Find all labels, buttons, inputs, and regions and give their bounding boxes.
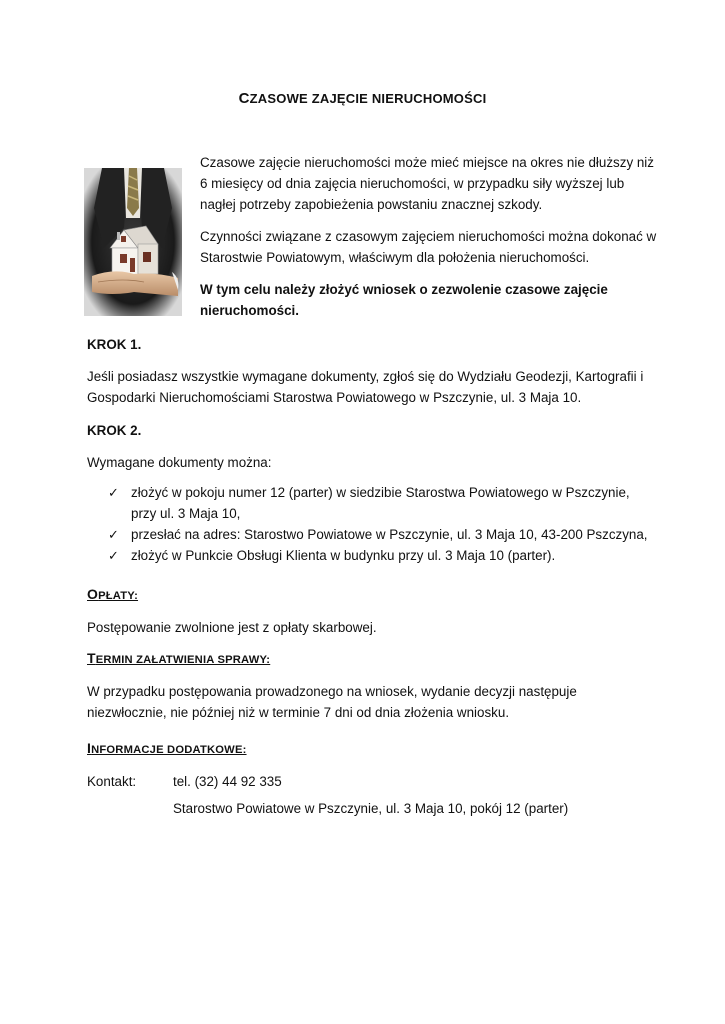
step1-heading: KROK 1. [87, 337, 142, 352]
contact-row [87, 771, 657, 792]
list-item: ✓ złożyć w pokoju numer 12 (parter) w siedzibie Starostwa Powiatowego w Pszczynie, przy ul. 3 Maja 10, [87, 482, 657, 524]
intro-section [200, 152, 660, 332]
step2-section [87, 420, 657, 566]
check-icon: ✓ [108, 548, 119, 563]
list-item: ✓ przesłać na adres: Starostwo Powiatowe w Pszczynie, ul. 3 Maja 10, 43-200 Pszczyna, [87, 524, 657, 545]
term-heading: TERMIN ZAŁATWIENIA SPRAWY: [87, 650, 271, 666]
info-section [87, 738, 657, 819]
term-section [87, 648, 657, 723]
house-in-hands-photo [84, 168, 182, 316]
list-item: ✓ złożyć w Punkcie Obsługi Klienta w budynku przy ul. 3 Maja 10 (parter). [87, 545, 657, 566]
contact-row [87, 798, 657, 819]
intro-emphasis: W tym celu należy złożyć wniosek o zezwolenie czasowe zajęcie nieruchomości. [200, 282, 608, 318]
page-title: CZASOWE ZAJĘCIE NIERUCHOMOŚCI [238, 90, 487, 107]
step2-intro: Wymagane dokumenty można: [87, 455, 272, 470]
intro-paragraph: Czasowe zajęcie nieruchomości może mieć miejsce na okres nie dłuższy niż 6 miesięcy od dnia zajęcia nieruchomości, w przypadku siły wyższej lub nagłej potrzeby zapobieżenia powstaniu znacznej szkody. [200, 155, 654, 212]
check-icon: ✓ [108, 485, 119, 500]
contact-address: Starostwo Powiatowe w Pszczynie, ul. 3 Maja 10, pokój 12 (parter) [173, 801, 569, 816]
contact-label: Kontakt: [87, 774, 137, 789]
check-icon: ✓ [108, 527, 119, 542]
info-heading: INFORMACJE DODATKOWE: [87, 740, 247, 756]
fees-heading: OPŁATY: [87, 586, 139, 602]
intro-paragraph: Czynności związane z czasowym zajęciem nieruchomości można dokonać w Starostwie Powiatowym, właściwym dla położenia nieruchomości. [200, 229, 657, 265]
contact-phone: tel. (32) 44 92 335 [173, 774, 282, 789]
documents-list [87, 482, 657, 566]
step2-heading: KROK 2. [87, 423, 142, 438]
fees-section [87, 584, 657, 638]
fees-text: Postępowanie zwolnione jest z opłaty skarbowej. [87, 620, 377, 635]
step1-text: Jeśli posiadasz wszystkie wymagane dokumenty, zgłoś się do Wydziału Geodezji, Kartografii i Gospodarki Nieruchomościami Starostwa Powiatowego w Pszczynie, ul. 3 Maja 10. [87, 369, 644, 405]
step1-section [87, 334, 657, 408]
term-text: W przypadku postępowania prowadzonego na wniosek, wydanie decyzji następuje niezwłocznie, nie później niż w terminie 7 dni od dnia złożenia wniosku. [87, 684, 577, 720]
